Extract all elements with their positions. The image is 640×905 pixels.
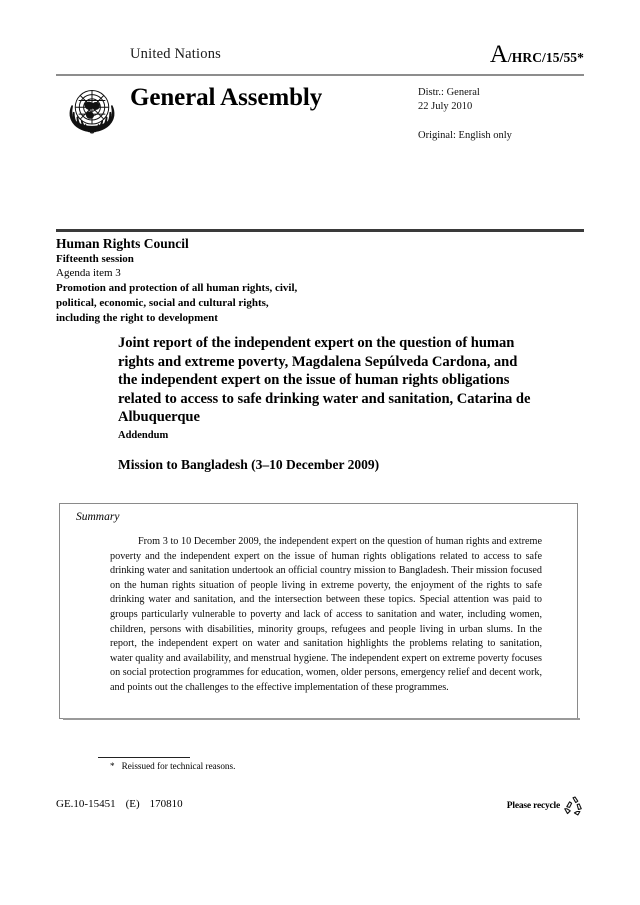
mission-subtitle: Mission to Bangladesh (3–10 December 2009): [118, 457, 380, 472]
masthead-top-row: [56, 41, 584, 70]
document-symbol-rest: /HRC/15/55*: [507, 50, 584, 65]
document-job-number: [56, 798, 183, 810]
council-agenda-title-line3: including the right to development: [56, 312, 218, 324]
recycle-mark: [507, 795, 584, 817]
language-code: (E): [125, 798, 140, 810]
masthead-body: [56, 80, 584, 160]
footnote-divider: [98, 757, 190, 758]
footnote-text: Reissued for technical reasons.: [121, 761, 236, 771]
council-session: Fifteenth session: [56, 253, 134, 265]
footnote-marker: *: [110, 761, 115, 771]
summary-text: From 3 to 10 December 2009, the independent expert on the question of human rights and extreme poverty and the independent expert on the issue of human rights obligations related to access to safe drinking water and sanitation undertook an official country mission to Bangladesh. Their mission focused on the human rights situation of people living in extreme poverty, the enjoyment of the rights to safe drinking water and sanitation, and the intersection between these topics. Special attention was paid to groups particularly vulnerable to poverty and lack of access to sanitation and water, including women, children, persons with disabilities, minority groups, refugees and people living in urban slums. In the report, the independent expert on water and sanitation highlights the problems relating to sanitation, water quality and availability, and menstrual hygiene. The independent expert on extreme poverty focuses on social protection programmes for education, women, older persons, emergency relief and decent work, and points out the challenges to the effective implementation of these programmes.: [110, 536, 542, 693]
un-emblem-icon: [61, 80, 123, 142]
job-number: 170810: [149, 798, 183, 810]
document-symbol-prefix: A: [489, 41, 508, 68]
section-divider: [56, 229, 584, 232]
original-language: Original: English only: [418, 130, 512, 141]
recycle-icon: [562, 795, 584, 817]
summary-box: [59, 503, 578, 719]
council-agenda-item: Agenda item 3: [56, 267, 121, 279]
masthead: [56, 41, 584, 70]
council-title: Human Rights Council: [56, 236, 189, 251]
distribution-type: Distr.: General: [418, 87, 480, 98]
council-agenda-title-line2: political, economic, social and cultural rights,: [56, 297, 269, 309]
organization-name: United Nations: [130, 46, 221, 62]
summary-label: Summary: [76, 511, 120, 523]
document-date: 22 July 2010: [418, 101, 473, 112]
masthead-divider: [56, 74, 584, 76]
addendum-label: Addendum: [118, 430, 169, 441]
recycle-label: Please recycle: [506, 801, 560, 811]
footnote: [110, 761, 235, 771]
distribution-block: [418, 86, 512, 143]
council-block: [56, 236, 476, 326]
document-symbol: [490, 42, 584, 67]
council-agenda-title-line1: Promotion and protection of all human rights, civil,: [56, 282, 298, 294]
ge-number: GE.10-15451: [56, 798, 116, 810]
page-title: General Assembly: [130, 84, 323, 111]
report-title: Joint report of the independent expert on the question of human rights and extreme poverty, Magdalena Sepúlveda Cardona, and the independent expert on the issue of human rights obligations related to access to safe drinking water and sanitation, Catarina de Albuquerque: [118, 335, 531, 426]
